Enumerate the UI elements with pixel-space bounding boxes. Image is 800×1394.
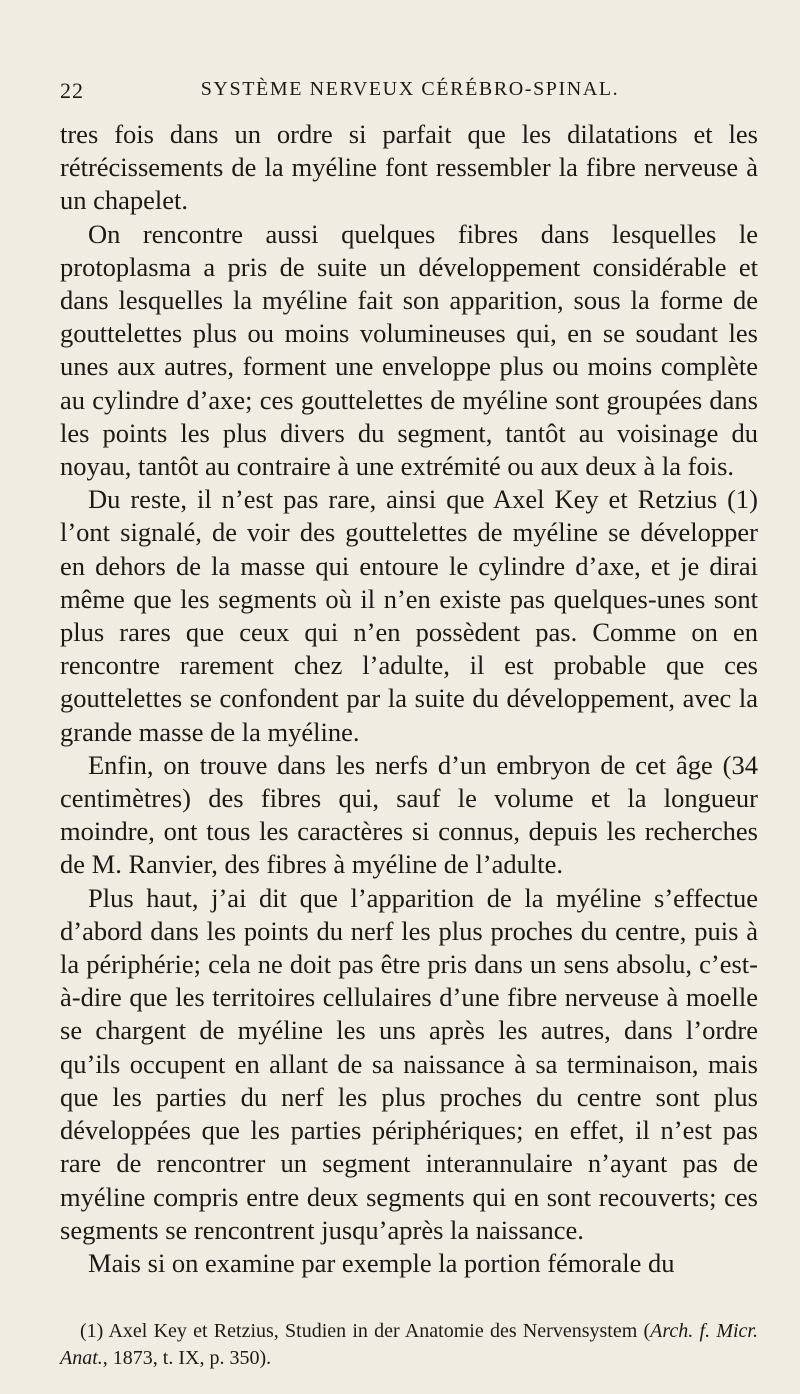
paragraph: Mais si on examine par exemple la portion fémorale du <box>88 1247 675 1278</box>
paragraph: Enfin, on trouve dans les nerfs d’un embryon de cet âge (34 centimètres) des fibres qui, sauf le volume et la longueur moindre, ont tous les caractères si connus, depuis les recherches de M. Ranvier, des fibres à myéline de l’adulte. <box>60 749 758 880</box>
footnote-journal: Arch. f. Micr. Anat. <box>60 1320 758 1369</box>
paragraph: Du reste, il n’est pas rare, ainsi que Axel Key et Retzius (1) l’ont signalé, de voir des gouttelettes de myéline se développer en dehors de la masse qui entoure le cylindre d’axe, et je dirai même que les segments où il n’en existe pas quelques-unes sont plus rares que ceux qui n’en possèdent pas. Comme on en rencontre rarement chez l’adulte, il est probable que ces gouttelettes se confondent par la suite du développement, avec la grande masse de la myéline. <box>60 484 758 747</box>
running-head: SYSTÈME NERVEUX CÉRÉBRO-SPINAL. <box>200 78 620 100</box>
body-text <box>60 118 758 1280</box>
paragraph-continuation: tres fois dans un ordre si parfait que les dilatations et les rétrécissements de la myéline font ressembler la fibre nerveuse à un chapelet. <box>60 119 758 216</box>
footnote-tail: , 1873, t. IX, p. 350). <box>102 1347 272 1369</box>
page-header <box>60 78 760 114</box>
page-number: 22 <box>60 78 84 103</box>
paragraph: Plus haut, j’ai dit que l’apparition de la myéline s’effectue d’abord dans les points du nerf les plus proches du centre, puis à la périphérie; cela ne doit pas être pris dans un sens absolu, c’est-à-dire que les territoires cellulaires d’une fibre nerveuse à moelle se chargent de myéline les uns après les autres, dans l’ordre qu’ils occupent en allant de sa naissance à sa terminaison, mais que les parties du nerf les plus proches du centre sont plus développées que les parties périphériques; en effet, il n’est pas rare de rencontrer un segment interannulaire n’ayant pas de myéline compris entre deux segments qui en sont recouverts; ces segments se rencontrent jusqu’après la naissance. <box>60 882 758 1245</box>
paragraph: On rencontre aussi quelques fibres dans lesquelles le protoplasma a pris de suite un développement considérable et dans lesquelles la myéline fait son apparition, sous la forme de gouttelettes plus ou moins volumineuses qui, en se soudant les unes aux autres, forment une enveloppe plus ou moins complète au cylindre d’axe; ces gouttelettes de myéline sont groupées dans les points les plus divers du segment, tantôt au voisinage du noyau, tantôt au contraire à une extrémité ou aux deux à la fois. <box>60 218 758 482</box>
footnote <box>60 1318 758 1372</box>
footnote-text: (1) Axel Key et Retzius, Studien in der Anatomie des Nervensystem ( <box>80 1320 651 1342</box>
